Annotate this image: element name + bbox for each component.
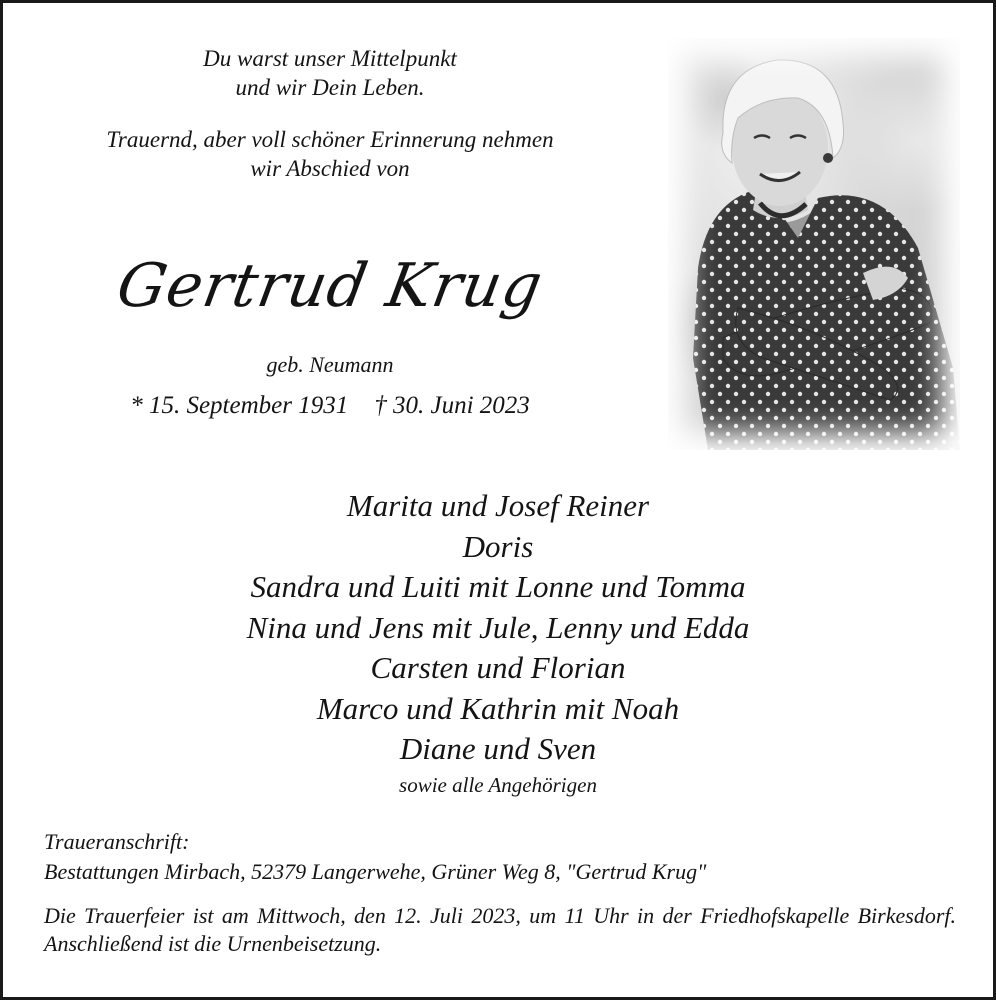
family-member: Diane und Sven [399, 731, 597, 766]
family-list [0, 486, 996, 800]
intro-text [30, 44, 630, 183]
intro-line: Trauernd, aber voll schöner Erinnerung nehmen [106, 127, 554, 152]
birth-date: * 15. September 1931 [130, 392, 349, 419]
intro-line: wir Abschied von [250, 156, 410, 181]
deceased-name: Gertrud Krug [112, 251, 548, 321]
death-date: † 30. Juni 2023 [374, 392, 530, 419]
address-label: Traueranschrift: [44, 829, 190, 854]
maiden-name: geb. Neumann [266, 352, 394, 377]
life-dates [30, 390, 630, 422]
family-closing: sowie alle Angehörigen [399, 772, 597, 797]
intro-line: und wir Dein Leben. [235, 75, 425, 100]
mourning-address: Bestattungen Mirbach, 52379 Langerwehe, Grüner Weg 8, "Gertrud Krug" [44, 859, 707, 884]
family-member: Sandra und Luiti mit Lonne und Tomma [250, 569, 746, 604]
intro-line: Du warst unser Mittelpunkt [203, 46, 457, 71]
family-member: Doris [462, 528, 534, 564]
family-member: Marita und Josef Reiner [346, 488, 650, 523]
family-member: Marco und Kathrin mit Noah [316, 690, 680, 726]
portrait-photo [668, 38, 960, 450]
family-member: Carsten und Florian [370, 650, 626, 685]
ceremony-notice: Die Trauerfeier ist am Mittwoch, den 12. Juli 2023, um 11 Uhr in der Friedhofskapelle Birkesdorf. Anschließend ist die Urnenbeisetzung. [44, 903, 956, 956]
family-member: Nina und Jens mit Jule, Lenny und Edda [246, 609, 750, 645]
